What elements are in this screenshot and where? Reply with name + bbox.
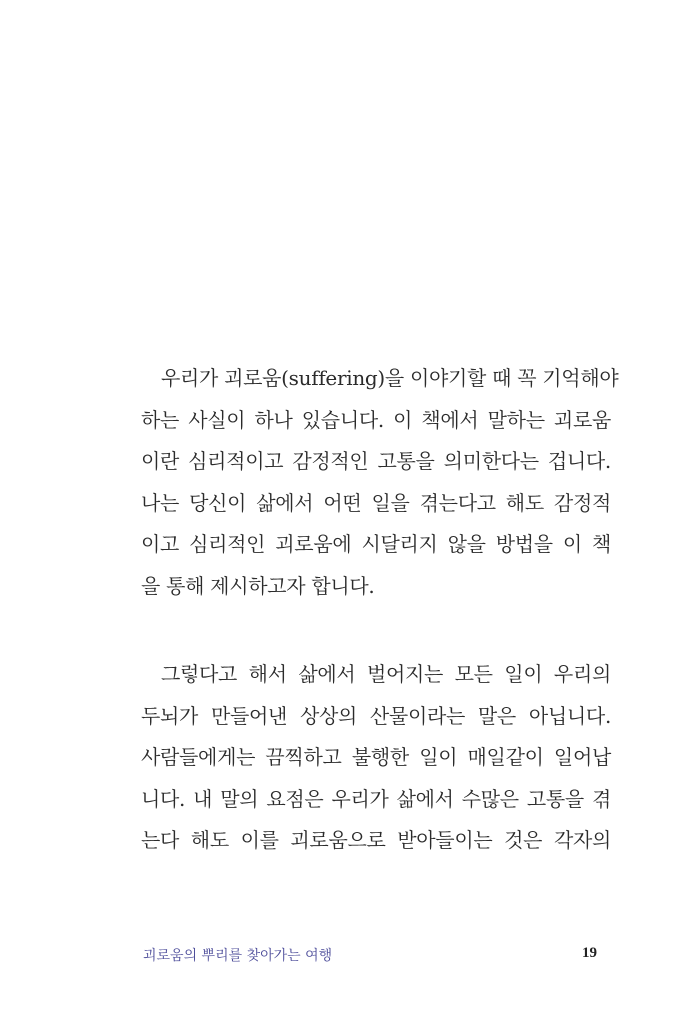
text-line: 사람들에게는 끔찍하고 불행한 일이 매일같이 일어납 [141,745,611,769]
page-number: 19 [582,945,597,961]
text-line: 이란 심리적이고 감정적인 고통을 의미한다는 겁니다. [141,449,611,473]
text-line: 하는 사실이 하나 있습니다. 이 책에서 말하는 괴로움 [141,407,611,432]
body-text [141,358,619,862]
text-line: 을 통해 제시하고자 합니다. [141,573,375,598]
running-footer-title: 괴로움의 뿌리를 찾아가는 여행 [143,948,333,964]
text-line: 우리가 괴로움(suffering)을 이야기할 때 꼭 기억해야 [161,366,619,390]
paragraph-2 [141,654,611,862]
text-line: 이고 심리적인 괴로움에 시달리지 않을 방법을 이 책 [141,532,611,556]
text-line: 는다 해도 이를 괴로움으로 받아들이는 것은 각자의 [141,828,611,852]
text-line: 그렇다고 해서 삶에서 벌어지는 모든 일이 우리의 [161,662,611,686]
text-line: 니다. 내 말의 요점은 우리가 삶에서 수많은 고통을 겪 [141,786,611,811]
text-line: 나는 당신이 삶에서 어떤 일을 겪는다고 해도 감정적 [141,490,611,515]
text-line: 두뇌가 만들어낸 상상의 산물이라는 말은 아닙니다. [141,703,611,728]
paragraph-1 [141,358,619,607]
